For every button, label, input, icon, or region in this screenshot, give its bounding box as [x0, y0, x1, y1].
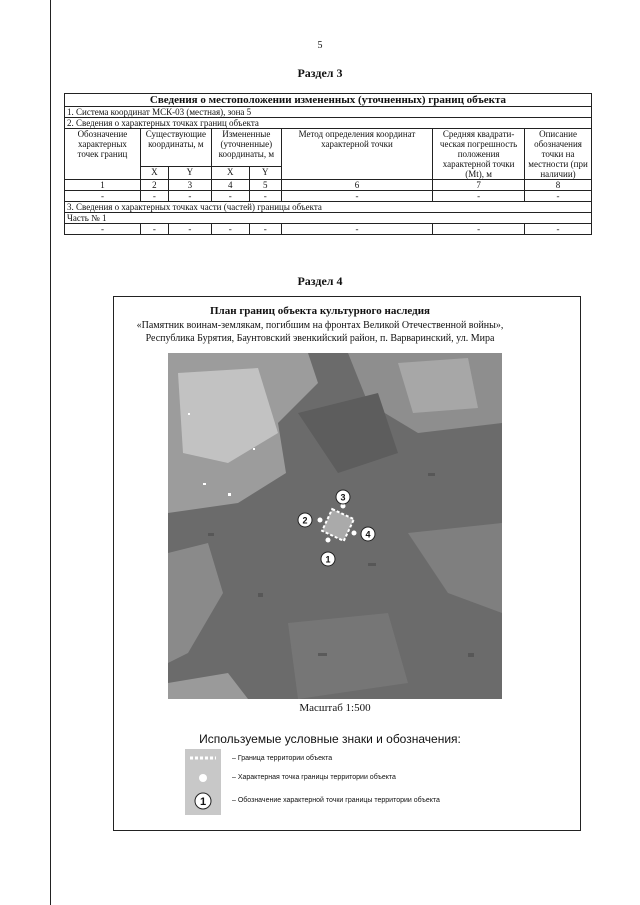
table-cell: - — [168, 191, 211, 202]
legend-item-point-label: – Обозначение характерной точки границы территории объекта — [232, 797, 440, 804]
table-cell: 1 — [65, 180, 141, 191]
table-cell: - — [168, 224, 211, 235]
table-cell: - — [525, 191, 592, 202]
svg-text:1: 1 — [199, 796, 207, 808]
aerial-map — [168, 353, 502, 699]
margin-line — [50, 0, 51, 905]
table-cell: - — [281, 191, 432, 202]
boundaries-table — [64, 93, 592, 235]
legend-symbols — [185, 749, 221, 815]
coord-system-row: 1. Система координат МСК-03 (местная), зона 5 — [65, 107, 592, 118]
col-changed-coords: Измененные (уточненные) координаты, м — [211, 129, 281, 167]
table-cell: - — [140, 224, 168, 235]
point-label-2 — [298, 513, 312, 527]
table-cell: 4 — [211, 180, 249, 191]
table-cell: 3 — [168, 180, 211, 191]
svg-text:3: 3 — [340, 492, 346, 503]
char-points-row: 2. Сведения о характерных точках границ объекта — [65, 118, 592, 129]
table-cell: - — [433, 224, 525, 235]
section-4-heading: Раздел 4 — [297, 274, 343, 288]
legend-title: Используемые условные знаки и обозначения: — [199, 732, 461, 746]
legend-item-point: – Характерная точка границы территории объекта — [232, 774, 396, 781]
point-label-4 — [361, 527, 375, 541]
col-description: Описание обозначения точки на местности (при наличии) — [525, 129, 592, 180]
sub-y-changed: Y — [249, 166, 281, 179]
col-method: Метод определения координат характерной точки — [281, 129, 432, 180]
table-title: Сведения о местоположении измененных (уточненных) границ объекта — [65, 94, 592, 107]
table-cell: 2 — [140, 180, 168, 191]
legend-item-boundary: – Граница территории объекта — [232, 755, 333, 762]
sub-x-changed: X — [211, 166, 249, 179]
page-number: 5 — [317, 40, 323, 51]
plan-title: План границ объекта культурного наследия — [210, 305, 430, 317]
table-row — [65, 180, 592, 191]
point-label-3 — [336, 490, 350, 504]
table-cell: 8 — [525, 180, 592, 191]
parts-row: 3. Сведения о характерных точках части (частей) границы объекта — [65, 202, 592, 213]
table-cell: - — [211, 224, 249, 235]
point-label-1 — [321, 552, 335, 566]
table-row — [65, 224, 592, 235]
col-designation: Обозначение характерных точек границ — [65, 129, 141, 180]
table-cell: - — [249, 224, 281, 235]
table-cell: 5 — [249, 180, 281, 191]
table-cell: - — [525, 224, 592, 235]
sub-x-existing: X — [140, 166, 168, 179]
svg-text:1: 1 — [325, 554, 331, 565]
sub-y-existing: Y — [168, 166, 211, 179]
table-cell: 7 — [433, 180, 525, 191]
table-cell: - — [65, 191, 141, 202]
table-row — [65, 191, 592, 202]
table-cell: - — [249, 191, 281, 202]
table-cell: - — [281, 224, 432, 235]
section-3-heading: Раздел 3 — [297, 66, 343, 80]
map-scale: Масштаб 1:500 — [299, 702, 371, 714]
table-cell: - — [211, 191, 249, 202]
table-cell: - — [140, 191, 168, 202]
table-cell: 6 — [281, 180, 432, 191]
plan-subtitle-address: Республика Бурятия, Баунтовский эвенкийский район, п. Варваринский, ул. Мира — [145, 333, 495, 344]
point-symbol — [199, 774, 207, 782]
svg-text:4: 4 — [365, 529, 371, 540]
table-cell: - — [433, 191, 525, 202]
col-error: Средняя квадрати-ческая погрешность положения характерной точки (Mt), м — [433, 129, 525, 180]
plan-subtitle-object: «Памятник воинам-землякам, погибшим на фронтах Великой Отечественной войны», — [136, 320, 504, 331]
table-cell: - — [65, 224, 141, 235]
col-existing-coords: Существующие координаты, м — [140, 129, 211, 167]
svg-text:2: 2 — [302, 515, 308, 526]
part-1-row: Часть № 1 — [65, 213, 592, 224]
